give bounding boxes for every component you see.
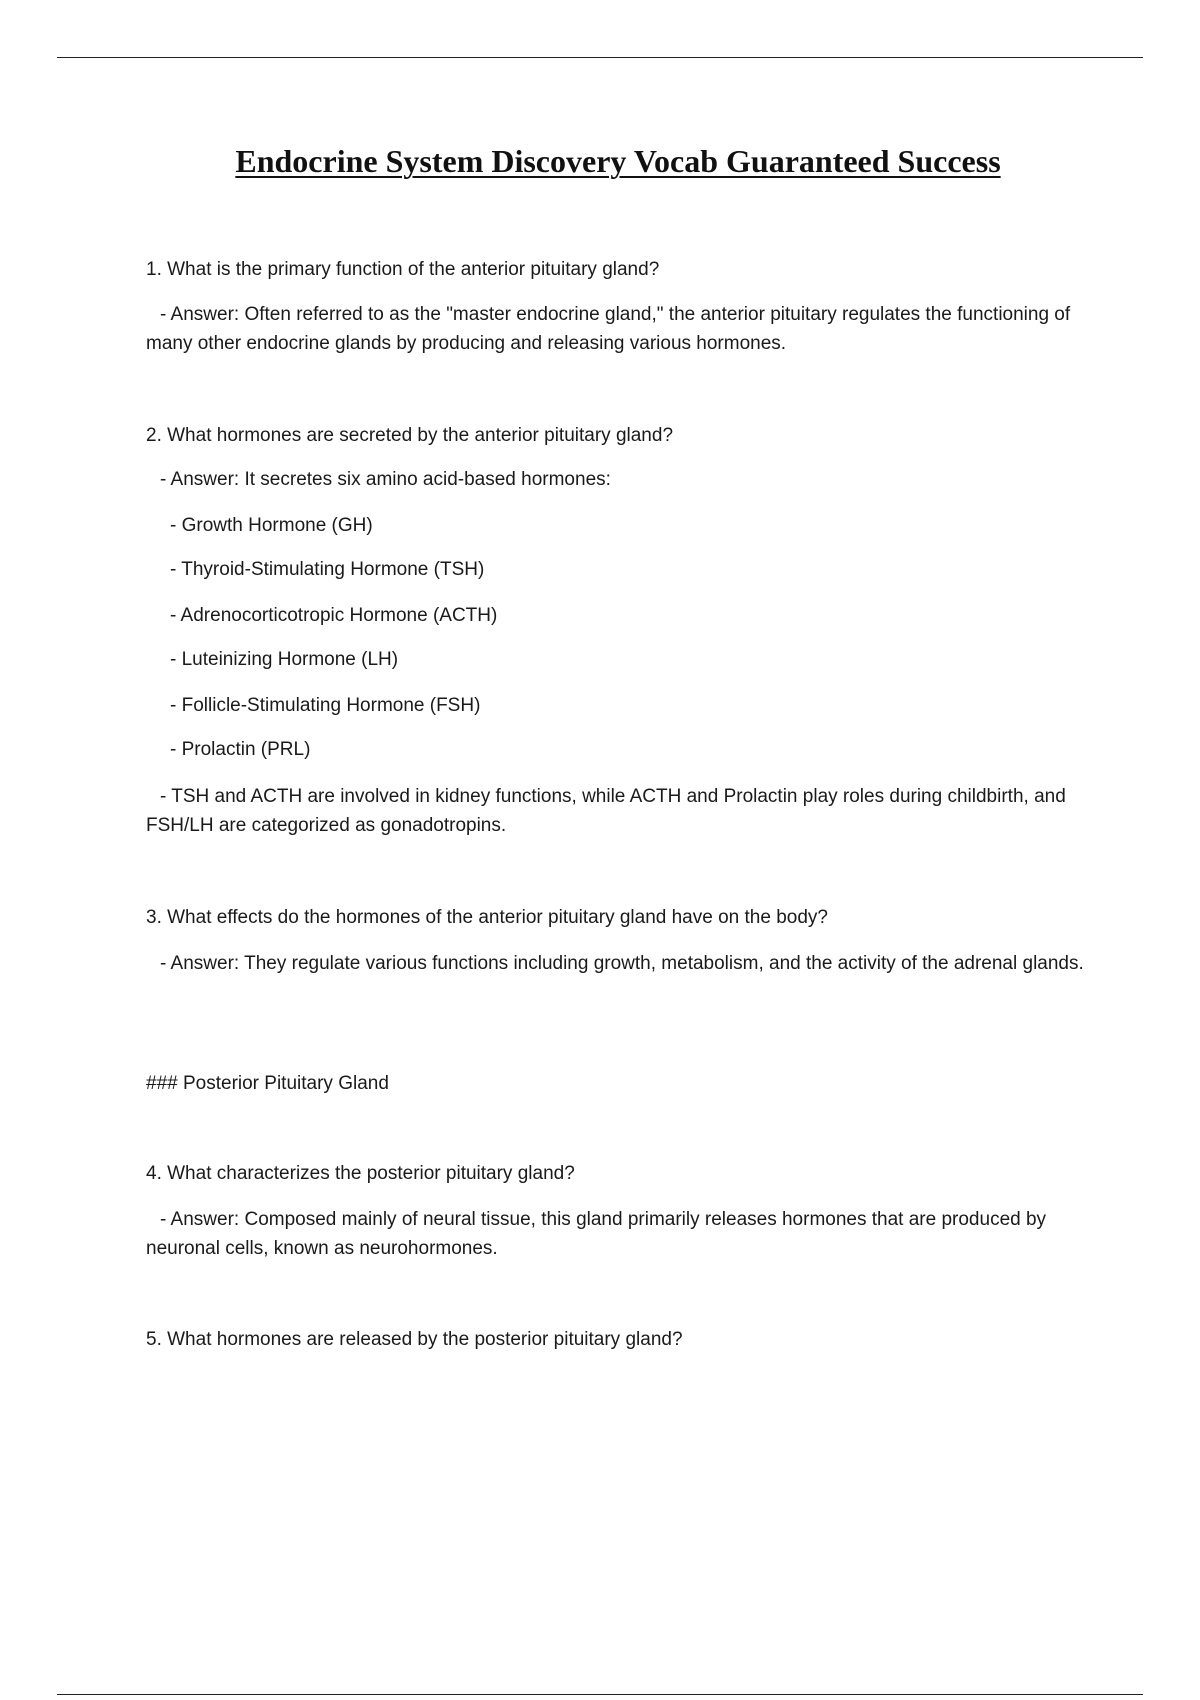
top-rule [57, 57, 1143, 58]
section-heading: ### Posterior Pituitary Gland [146, 1073, 389, 1094]
hormone-list-item: - Luteinizing Hormone (LH) [170, 649, 399, 670]
question-2: 2. What hormones are secreted by the anterior pituitary gland? [146, 425, 674, 446]
question-4: 4. What characterizes the posterior pituitary gland? [146, 1163, 575, 1184]
question-3: 3. What effects do the hormones of the anterior pituitary gland have on the body? [146, 907, 828, 928]
hormone-list-item: - Prolactin (PRL) [170, 739, 311, 760]
hormone-list-item: - Thyroid-Stimulating Hormone (TSH) [170, 559, 485, 580]
answer-1: - Answer: Often referred to as the "master endocrine gland," the anterior pituitary regulates the functioning of many other endocrine glands by producing and releasing various hormones. [146, 304, 1071, 354]
hormone-list-item: - Adrenocorticotropic Hormone (ACTH) [170, 605, 498, 626]
document-title: Endocrine System Discovery Vocab Guaranteed Success [235, 143, 1001, 179]
hormone-list-item: - Follicle-Stimulating Hormone (FSH) [170, 695, 481, 716]
answer-4: - Answer: Composed mainly of neural tissue, this gland primarily releases hormones that are produced by neuronal cells, known as neurohormones. [146, 1209, 1047, 1259]
hormone-list-item: - Growth Hormone (GH) [170, 515, 373, 536]
answer-2: - Answer: It secretes six amino acid-based hormones: [160, 469, 611, 490]
question-1: 1. What is the primary function of the anterior pituitary gland? [146, 259, 660, 280]
bottom-rule [57, 1694, 1143, 1695]
answer-2-note: - TSH and ACTH are involved in kidney functions, while ACTH and Prolactin play roles during childbirth, and FSH/LH are categorized as gonadotropins. [146, 786, 1066, 836]
answer-3: - Answer: They regulate various functions including growth, metabolism, and the activity of the adrenal glands. [160, 953, 1084, 974]
question-5: 5. What hormones are released by the posterior pituitary gland? [146, 1329, 683, 1350]
